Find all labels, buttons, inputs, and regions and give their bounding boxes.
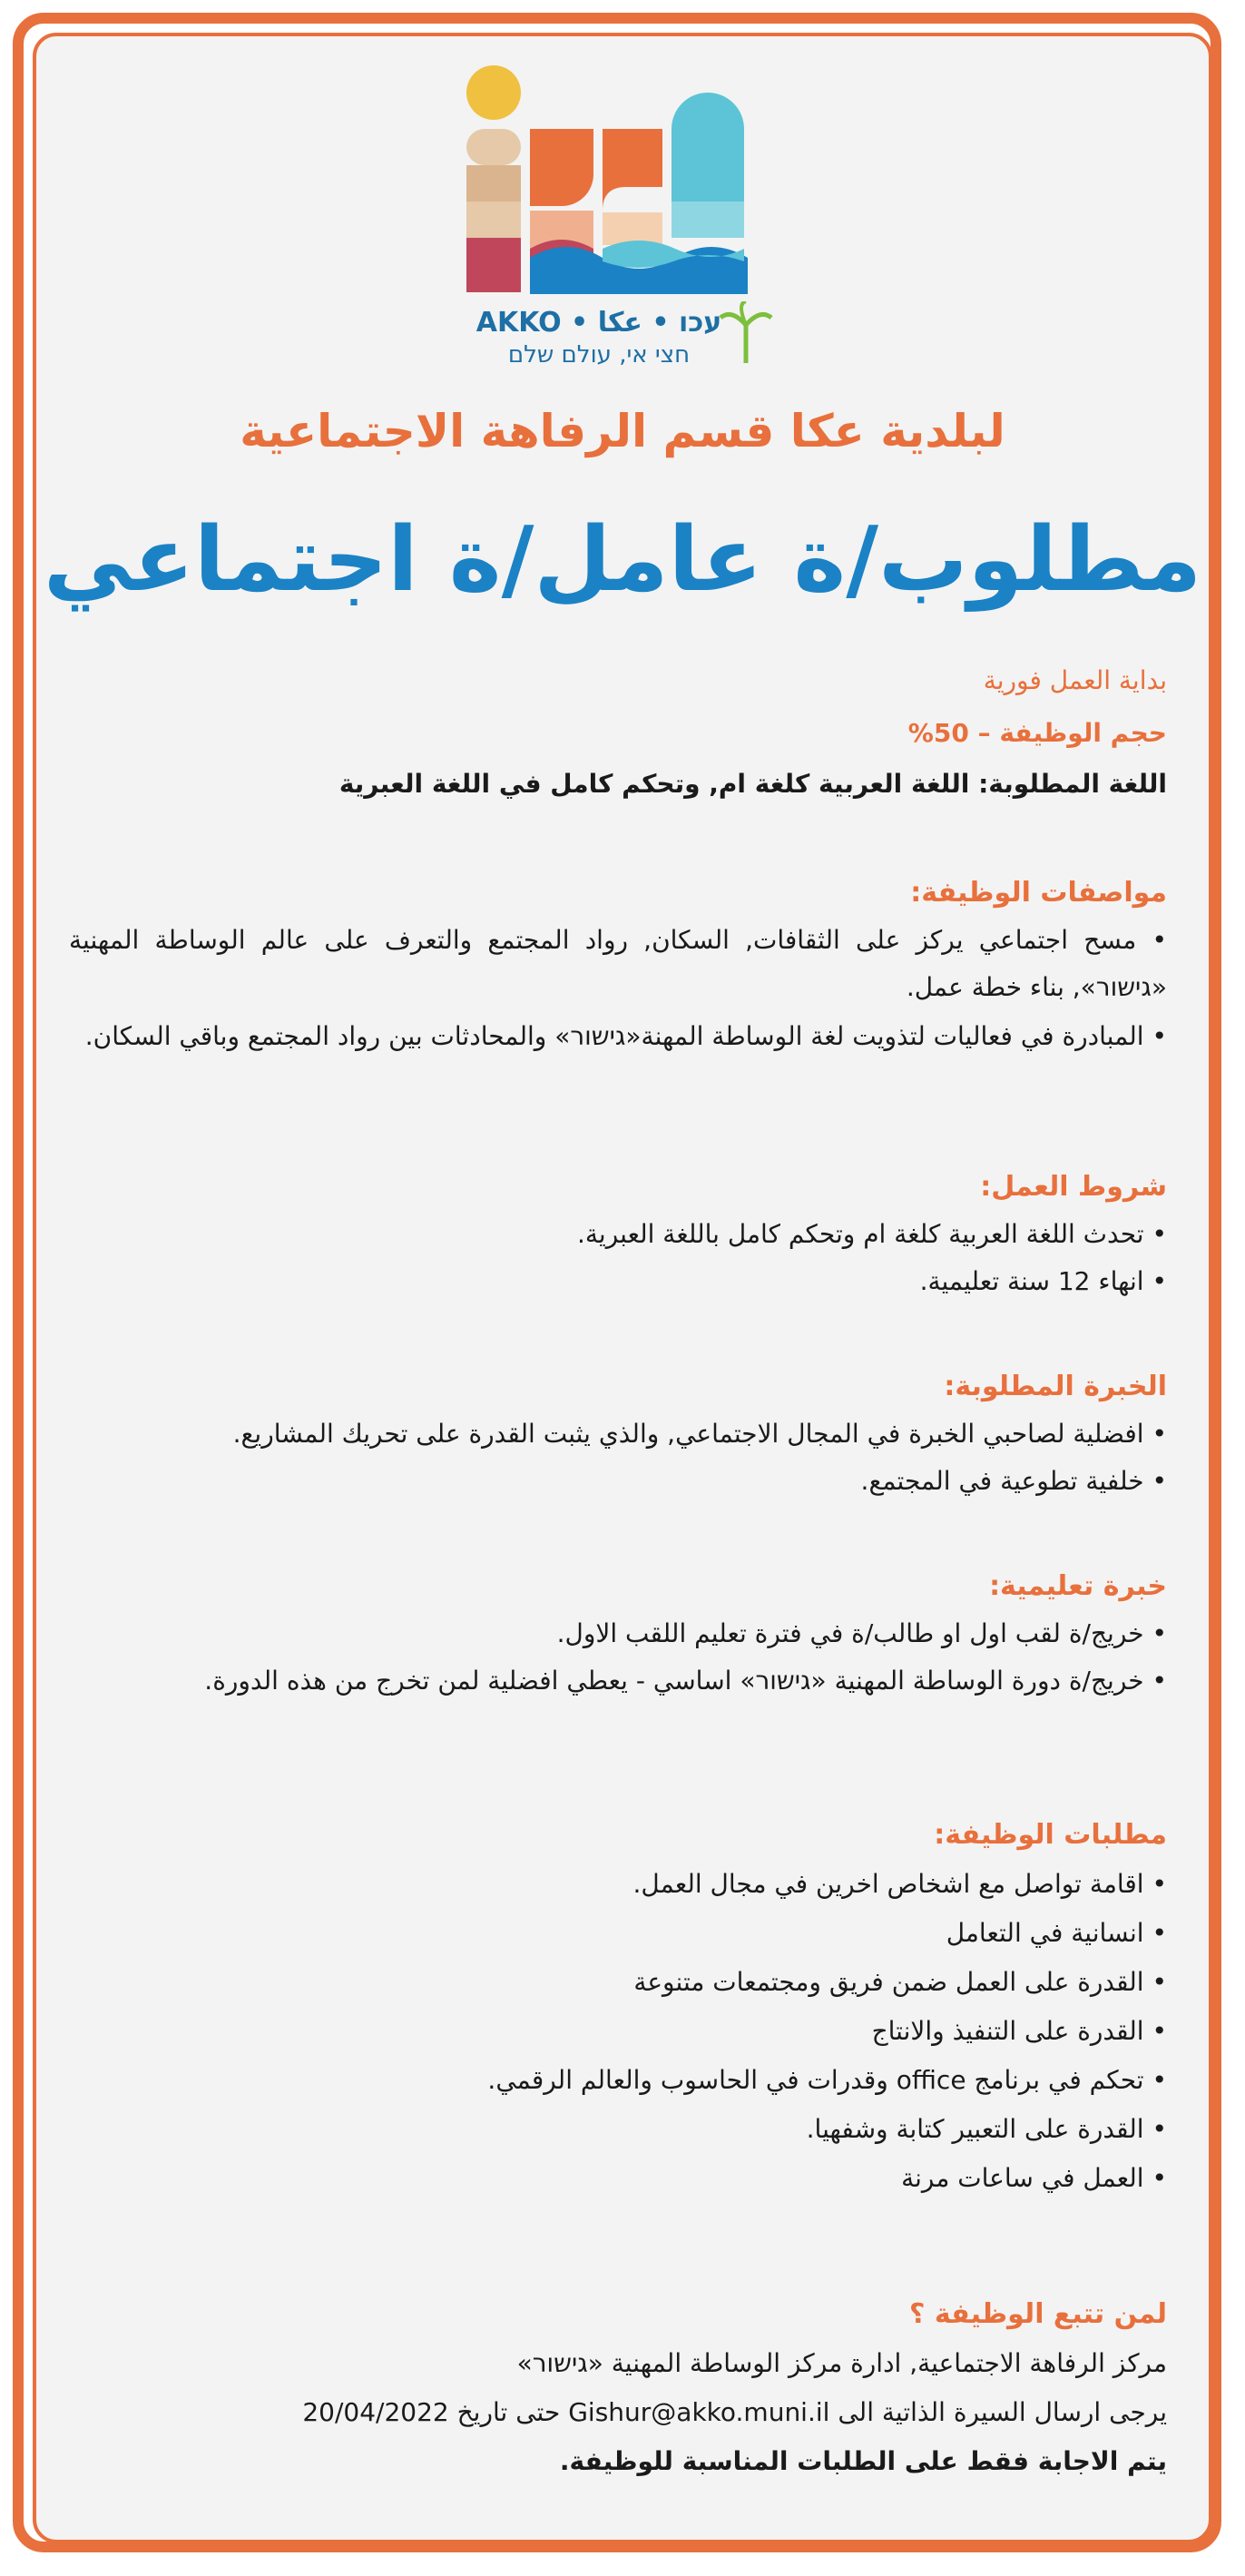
- list-item: • خريج/ة لقب اول او طالب/ة في فترة تعليم اللقب الاول.: [556, 1618, 1167, 1648]
- footer-center-line: مركز الرفاهة الاجتماعية, ادارة مركز الوساطة المهنية «גישור»: [516, 2348, 1167, 2378]
- footer-heading: لمن تتبع الوظيفة ؟: [908, 2298, 1167, 2330]
- logo-tagline: חצי אי, עולם שלם: [507, 341, 691, 369]
- education-heading: خبرة تعليمية:: [989, 1570, 1167, 1602]
- list-item: • المبادرة في فعاليات لتذويت لغة الوساطة المهنة«גישור» والمحادثات بين رواد المجتمع وباقي السكان.: [84, 1021, 1167, 1051]
- footer-email-line: يرجى ارسال السيرة الذاتية الى Gishur@akko.muni.il حتى تاريخ 20/04/2022: [302, 2397, 1167, 2427]
- specs-heading: مواصفات الوظيفة:: [910, 877, 1167, 909]
- list-item: • تحدث اللغة العربية كلغة ام وتحكم كامل باللغة العبرية.: [576, 1219, 1167, 1249]
- list-item: • العمل في ساعات مرنة: [901, 2163, 1167, 2193]
- list-item: • القدرة على التعبير كتابة وشفهيا.: [806, 2114, 1167, 2144]
- list-item: • افضلية لصاحبي الخبرة في المجال الاجتماعي, والذي يثبت القدرة على تحريك المشاريع.: [232, 1419, 1167, 1449]
- list-item: • خلفية تطوعية في المجتمع.: [860, 1466, 1167, 1496]
- footer-note: يتم الاجابة فقط على الطلبات المناسبة للوظيفة.: [559, 2446, 1167, 2476]
- list-item: • القدرة على التنفيذ والانتاج: [871, 2016, 1167, 2046]
- list-item: • خريج/ة دورة الوساطة المهنية «גישור» اساسي - يعطي افضلية لمن تخرج من هذه الدورة.: [204, 1666, 1167, 1696]
- list-item: • تحكم في برنامج office وقدرات في الحاسوب والعالم الرقمي.: [487, 2065, 1167, 2095]
- department-subtitle: لبلدية عكا قسم الرفاهة الاجتماعية: [240, 405, 1005, 457]
- conditions-heading: شروط العمل:: [980, 1171, 1167, 1203]
- list-item: • مسح اجتماعي يركز على الثقافات, السكان, رواد المجتمع والتعرف على عالم الوساطة المهنية «גישור», بناء خطة عمل.: [69, 925, 1167, 1002]
- list-item: • انهاء 12 سنة تعليمية.: [919, 1266, 1167, 1296]
- palm-icon: [719, 301, 773, 365]
- list-item: • اقامة تواصل مع اشخاص اخرين في مجال العمل.: [632, 1869, 1167, 1899]
- list-item: • القدرة على العمل ضمن فريق ومجتمعات متنوعة: [633, 1967, 1167, 1997]
- logo-brand-text: AKKO • עכו • عكا: [475, 307, 722, 339]
- language-requirement: اللغة المطلوبة: اللغة العربية كلغة ام, وتحكم كامل في اللغة العبرية: [338, 769, 1167, 799]
- experience-heading: الخبرة المطلوبة:: [944, 1371, 1167, 1402]
- start-date: بداية العمل فورية: [983, 665, 1167, 695]
- job-title: مطلوب/ة عامل/ة اجتماعي: [43, 508, 1202, 612]
- list-item: • انسانية في التعامل: [946, 1918, 1167, 1948]
- requirements-heading: مطلبات الوظيفة:: [934, 1819, 1167, 1851]
- job-size: حجم الوظيفة – 50%: [907, 718, 1167, 748]
